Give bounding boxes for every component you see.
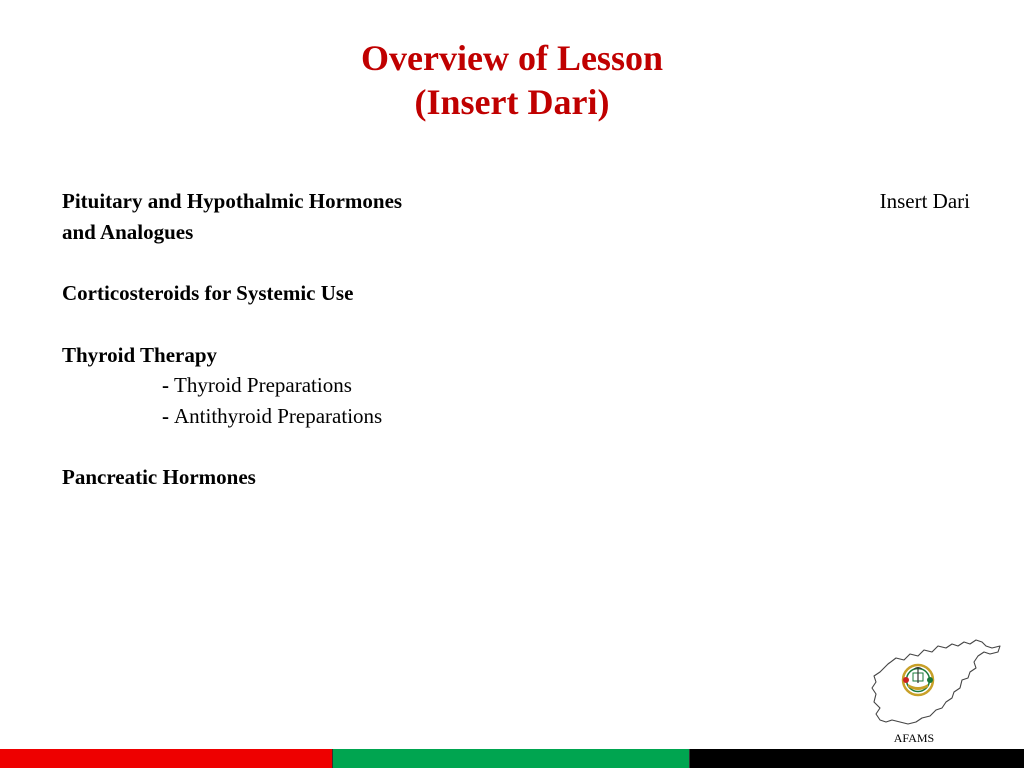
bullet-dash: - xyxy=(162,373,169,397)
flag-black-segment xyxy=(690,749,1024,768)
topic-thyroid-therapy: Thyroid Therapy xyxy=(62,342,218,367)
subtopic-label: Thyroid Preparations xyxy=(174,373,352,397)
subtopic-antithyroid-preparations xyxy=(62,401,782,432)
flag-green-segment xyxy=(332,749,690,768)
flag-color-bar xyxy=(0,749,1024,768)
afams-label: AFAMS xyxy=(893,731,935,745)
subtopic-thyroid-preparations xyxy=(62,370,782,401)
topic-pituitary-line-1: Pituitary and Hypothalmic Hormones xyxy=(62,189,403,213)
lesson-topics xyxy=(62,186,782,493)
bullet-dash: - xyxy=(162,403,169,428)
spacer xyxy=(62,431,782,462)
afams-emblem-icon xyxy=(903,665,933,695)
afams-logo xyxy=(866,636,1002,728)
topic-corticosteroids: Corticosteroids for Systemic Use xyxy=(62,281,354,305)
spacer xyxy=(62,309,782,340)
afghanistan-map-outline-icon xyxy=(866,636,1002,728)
flag-red-segment xyxy=(0,749,332,768)
subtopic-label: Antithyroid Preparations xyxy=(174,403,383,428)
slide-title xyxy=(0,36,1024,124)
title-line-2: (Insert Dari) xyxy=(414,82,610,122)
title-line-1: Overview of Lesson xyxy=(361,38,663,78)
topic-pancreatic-hormones: Pancreatic Hormones xyxy=(62,465,256,489)
topic-pituitary-line-2: and Analogues xyxy=(62,219,194,244)
insert-dari-note: Insert Dari xyxy=(879,189,970,213)
spacer xyxy=(62,247,782,278)
